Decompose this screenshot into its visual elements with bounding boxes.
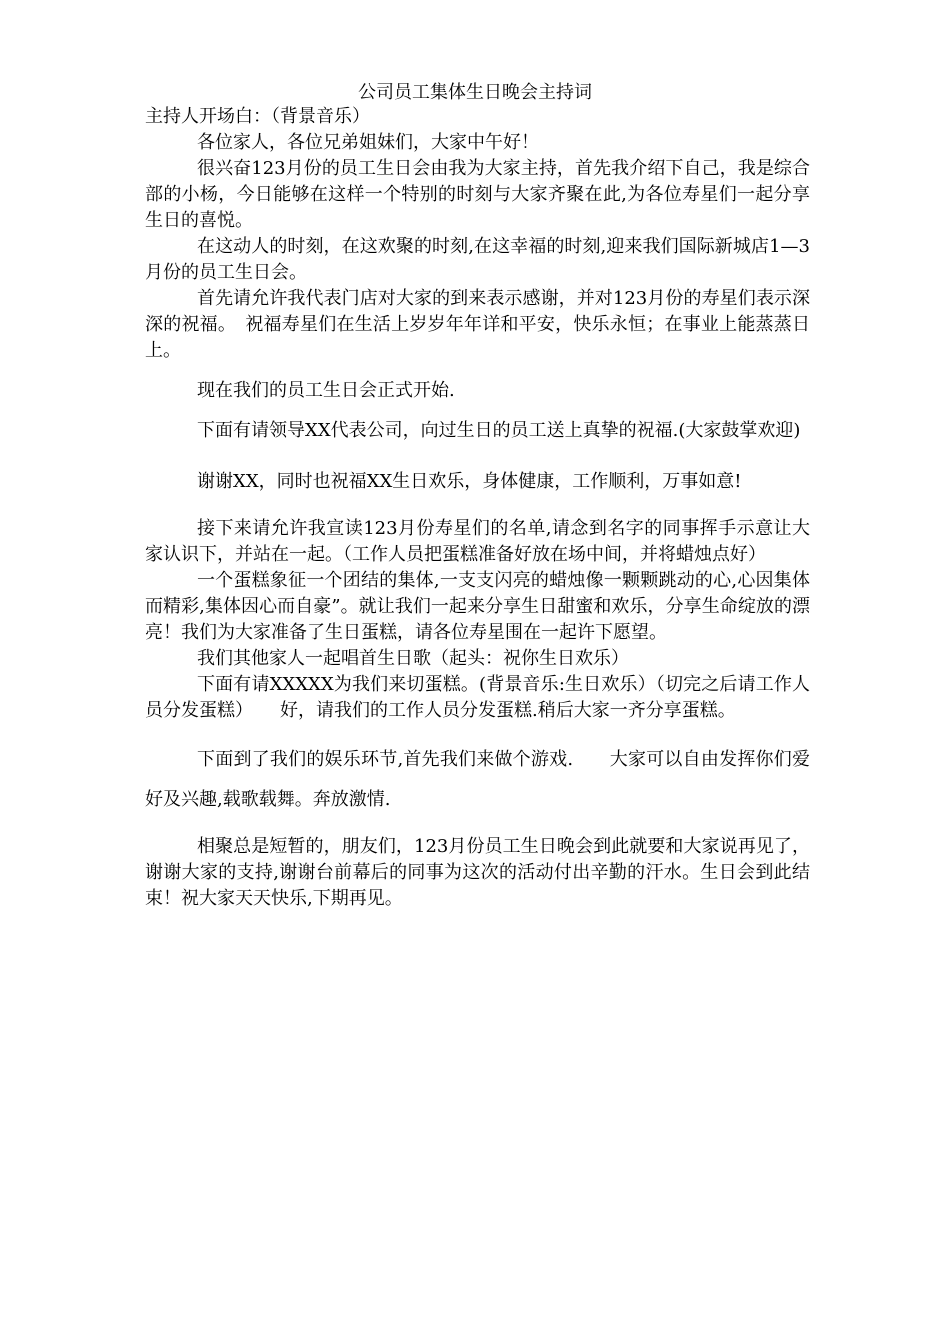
paragraph-thanks-xx: 谢谢XX，同时也祝福XX生日欢乐，身体健康，工作顺利，万事如意! [197,471,742,492]
paragraph-opening-label: 主持人开场白：（背景音乐） [145,106,370,127]
paragraph-start: 现在我们的员工生日会正式开始. [197,380,455,401]
paragraph-self-intro: 很兴奋123月份的员工生日会由我为大家主持，首先我介绍下自己，我是综合部的小杨，今日能够在这样一个特别的时刻与大家齐聚在此,为各位寿星们一起分享生日的喜悦。 [145,158,810,231]
paragraph-games: 下面到了我们的娱乐环节,首先我们来做个游戏. 大家可以自由发挥你们爱好及兴趣,载歌载舞。奔放激情. [145,749,810,810]
paragraph-moment: 在这动人的时刻，在这欢聚的时刻,在这幸福的时刻,迎来我们国际新城店1—3月份的员工生日会。 [145,236,810,283]
paragraph-leader: 下面有请领导XX代表公司，向过生日的员工送上真挚的祝福.(大家鼓掌欢迎) [197,420,801,441]
paragraph-song: 我们其他家人一起唱首生日歌（起头：祝你生日欢乐） [197,648,629,669]
paragraph-cut-cake: 下面有请XXXXX为我们来切蛋糕。(背景音乐:生日欢乐）（切完之后请工作人员分发蛋糕） 好，请我们的工作人员分发蛋糕.稍后大家一齐分享蛋糕。 [145,674,810,721]
paragraph-cake: 一个蛋糕象征一个团结的集体,一支支闪亮的蜡烛像一颗颗跳动的心,心因集体而精彩,集体因心而自豪”。就让我们一起来分享生日甜蜜和欢乐，分享生命绽放的漂亮！我们为大家准备了生日蛋糕，请各位寿星围在一起许下愿望。 [145,570,810,643]
paragraph-thanks: 首先请允许我代表门店对大家的到来表示感谢，并对123月份的寿星们表示深深的祝福。 祝福寿星们在生活上岁岁年年详和平安，快乐永恒；在事业上能蒸蒸日上。 [145,288,810,361]
paragraph-greeting: 各位家人，各位兄弟姐妹们，大家中午好！ [197,132,539,153]
paragraph-name-list: 接下来请允许我宣读123月份寿星们的名单,请念到名字的同事挥手示意让大家认识下，并站在一起。（工作人员把蛋糕准备好放在场中间，并将蜡烛点好） [145,518,810,565]
document-title: 公司员工集体生日晚会主持词 [358,82,592,103]
document-body [145,104,810,912]
paragraph-closing: 相聚总是短暂的，朋友们，123月份员工生日晚会到此就要和大家说再见了，谢谢大家的支持,谢谢台前幕后的同事为这次的活动付出辛勤的汗水。生日会到此结束！祝大家天天快乐,下期再见。 [145,836,810,909]
